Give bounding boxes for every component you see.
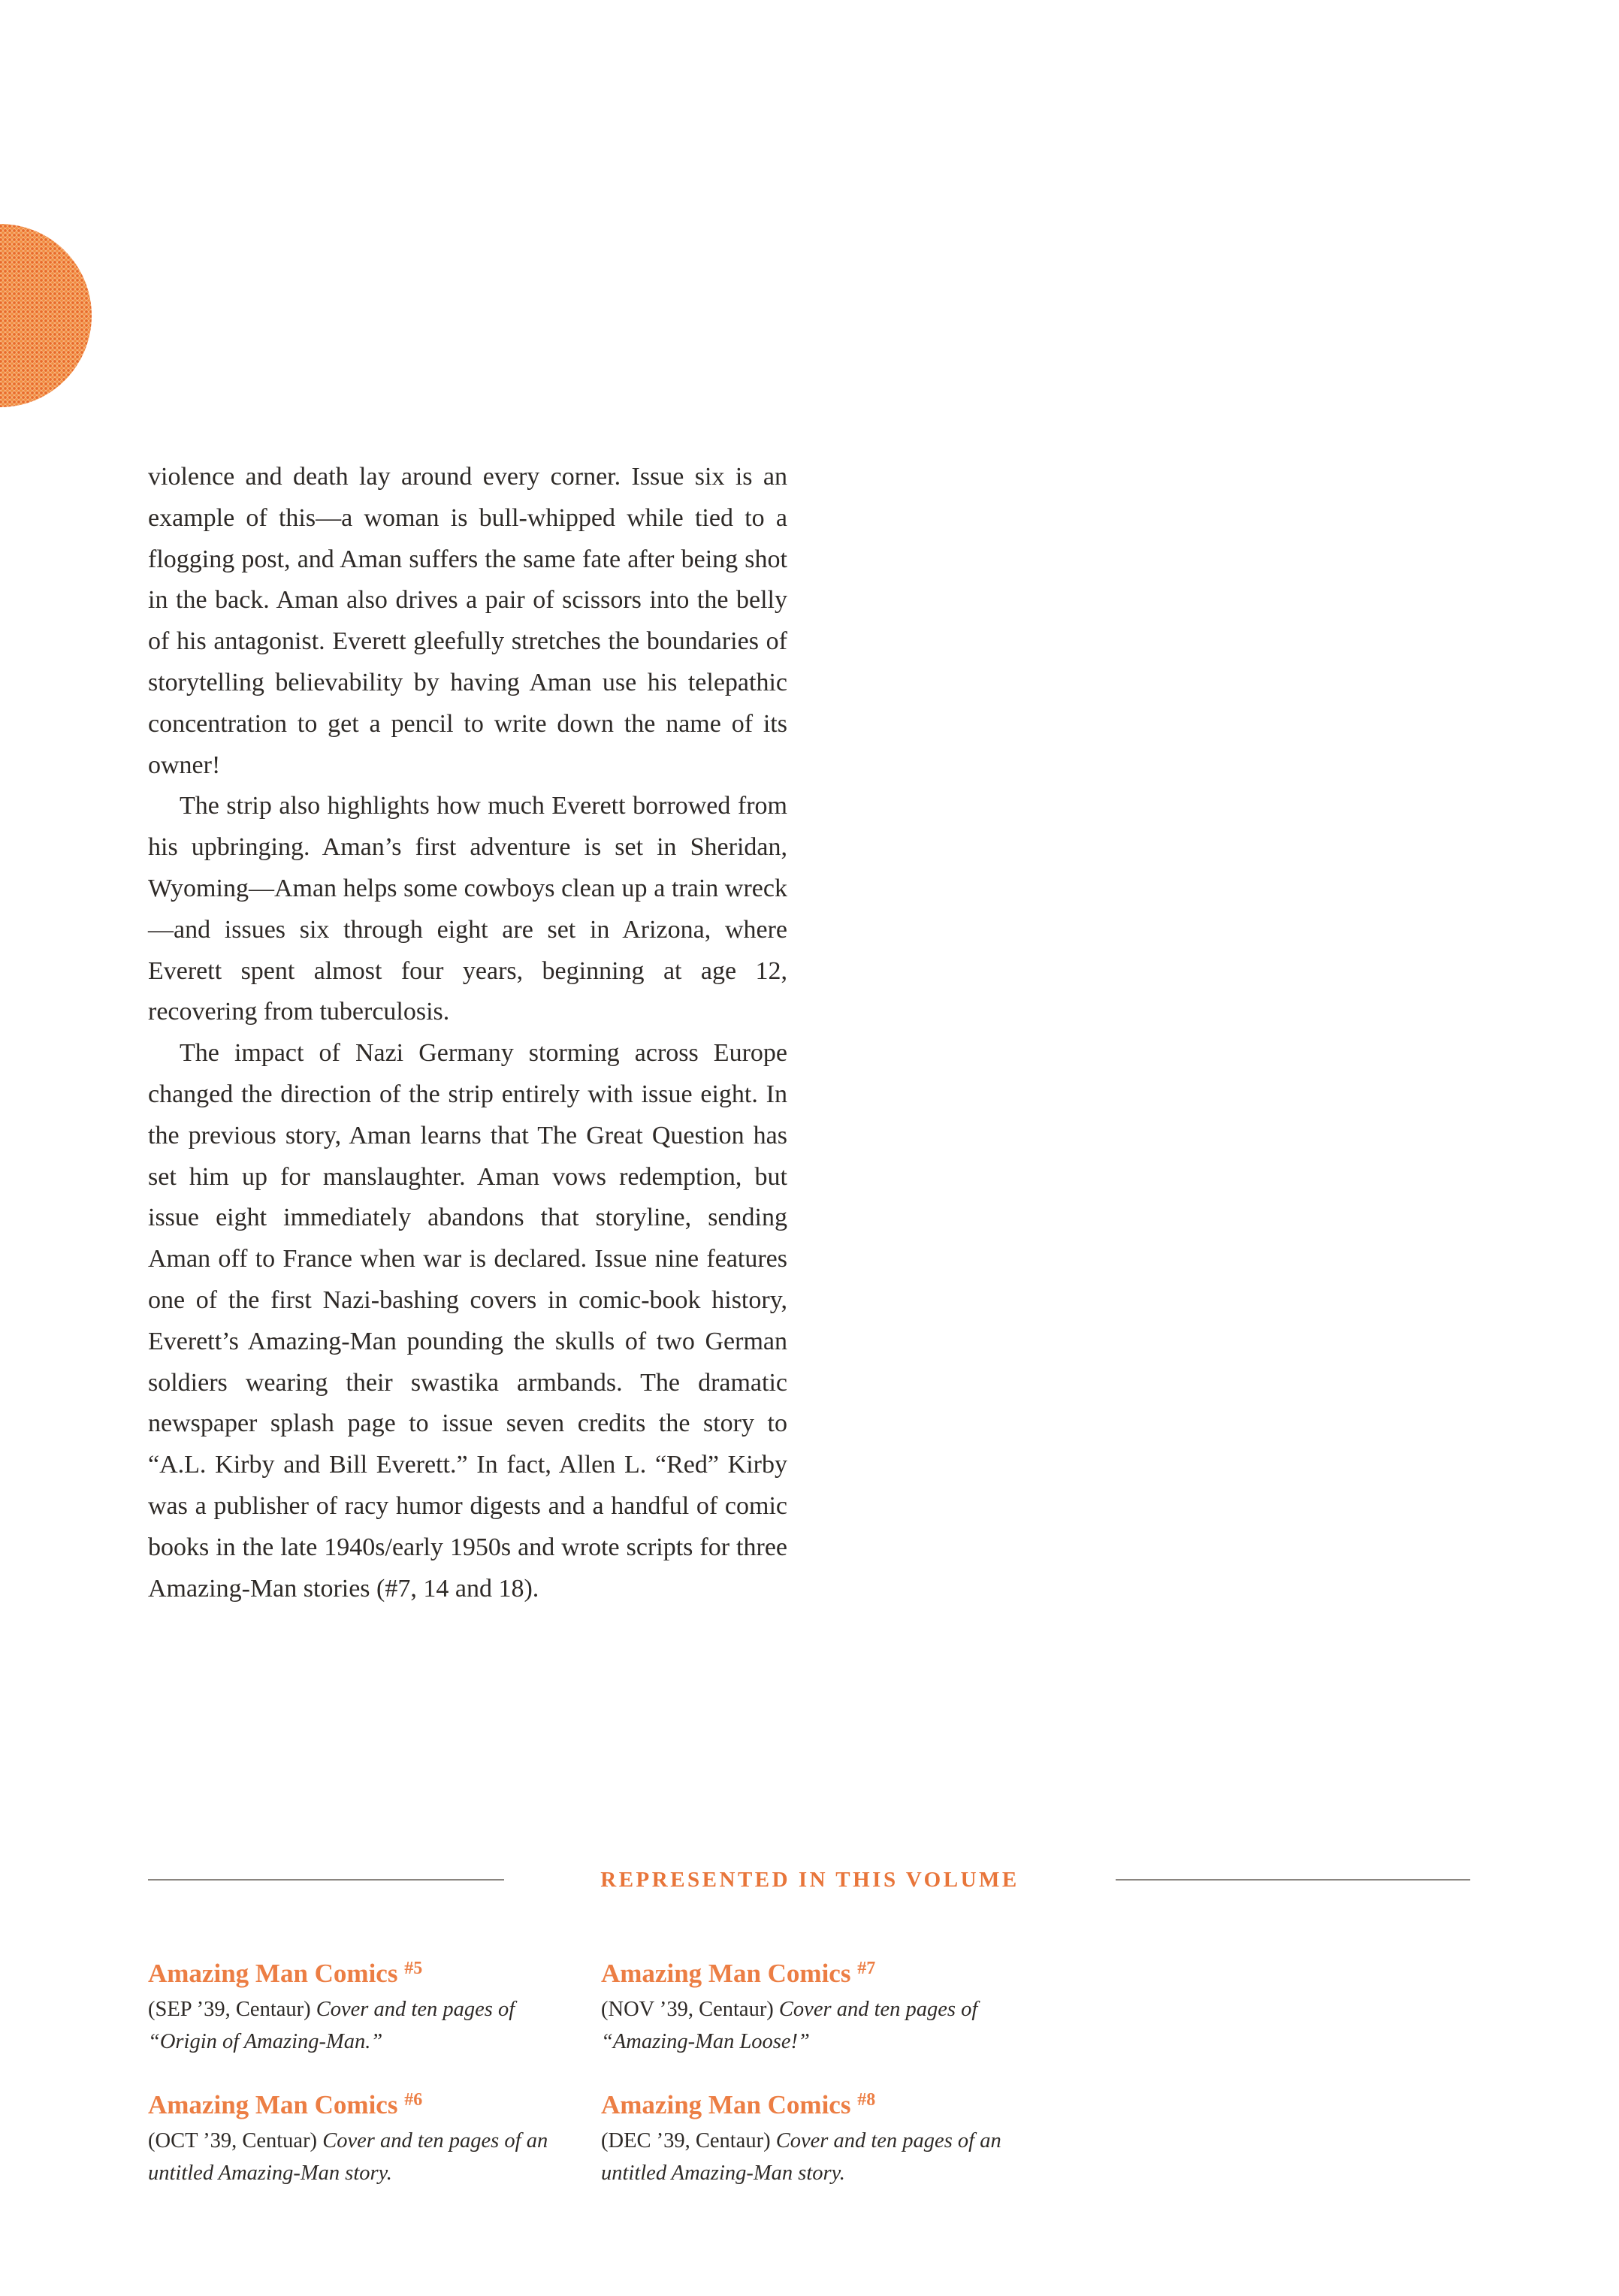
issue-entry xyxy=(601,2083,1022,2189)
issue-description: (SEP ’39, Centaur) Cover and ten pages of “Origin of Amazing-Man.” xyxy=(148,1998,515,2053)
body-paragraph: The impact of Nazi Germany storming across Europe changed the direction of the strip entirely with issue eight. In the previous story, Aman learns that The Great Question has set him up for manslaughter. Aman vows redemption, but issue eight immediately abandons that storyline, sending Aman off to France when war is declared. Issue nine features one of the first Nazi-bashing covers in comic-book history, Everett’s Amazing-Man pounding the skulls of two German soldiers wearing their swastika armbands. The dramatic newspaper splash page to issue seven credits the story to “A.L. Kirby and Bill Everett.” In fact, Allen L. “Red” Kirby was a publisher of racy humor digests and a handful of comic books in the late 1940s/early 1950s and wrote scripts for three Amazing-Man stories (#7, 14 and 18). xyxy=(148,1039,787,1603)
body-paragraph: The strip also highlights how much Everett borrowed from his upbringing. Aman’s first adventure is set in Sheridan, Wyoming—Aman helps some cowboys clean up a train wreck—and issues six through eight are set in Arizona, where Everett spent almost four years, beginning at age 12, recovering from tuberculosis. xyxy=(148,792,787,1026)
issue-title: Amazing Man Comics $^{\#5}$ xyxy=(148,1959,423,1988)
represented-section-header xyxy=(148,1865,1470,1895)
issue-title: Amazing Man Comics $^{\#6}$ xyxy=(148,2090,423,2119)
article-body xyxy=(148,457,787,1609)
issue-entry xyxy=(148,2083,569,2189)
header-rule-right xyxy=(1116,1879,1470,1881)
halftone-circle-decoration xyxy=(0,224,92,407)
issue-title: Amazing Man Comics $^{\#8}$ xyxy=(601,2090,876,2119)
issue-number: #7 xyxy=(857,1959,876,1978)
issue-entry xyxy=(601,1952,1022,2058)
issue-title: Amazing Man Comics $^{\#7}$ xyxy=(601,1959,876,1988)
issue-description: (NOV ’39, Centaur) Cover and ten pages of “Amazing-Man Loose!” xyxy=(601,1998,978,2053)
issue-number: #6 xyxy=(404,2090,423,2110)
issue-number: #8 xyxy=(857,2090,876,2110)
represented-heading: REPRESENTED IN THIS VOLUME xyxy=(600,1868,1019,1892)
issue-number: #5 xyxy=(404,1959,423,1978)
issue-description: (DEC ’39, Centaur) Cover and ten pages of an untitled Amazing-Man story. xyxy=(601,2129,1001,2185)
issue-description: (OCT ’39, Centuar) Cover and ten pages of an untitled Amazing-Man story. xyxy=(148,2129,548,2185)
header-rule-left xyxy=(148,1879,504,1881)
issue-entry xyxy=(148,1952,569,2058)
body-paragraph: violence and death lay around every corner. Issue six is an example of this—a woman is bull-whipped while tied to a flogging post, and Aman suffers the same fate after being shot in the back. Aman also drives a pair of scissors into the belly of his antagonist. Everett gleefully stretches the boundaries of storytelling believability by having Aman use his telepathic concentration to get a pencil to write down the name of its owner! xyxy=(148,463,787,779)
